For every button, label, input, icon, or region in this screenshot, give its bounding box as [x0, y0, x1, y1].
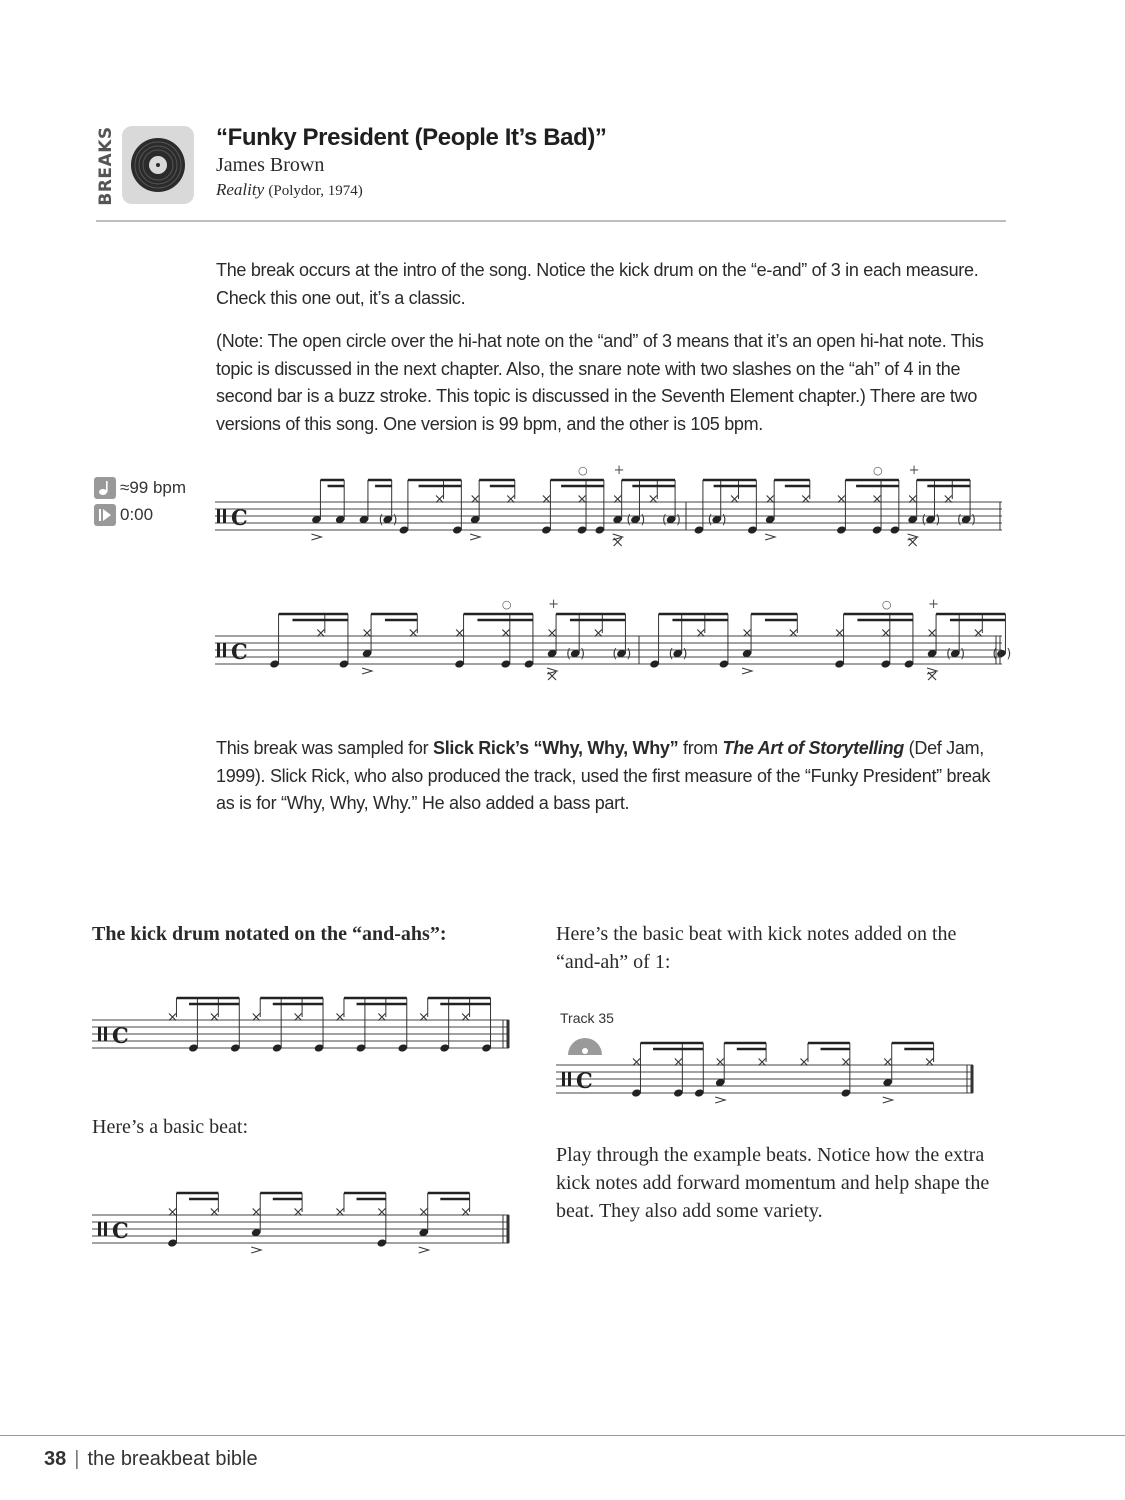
- percussion-clef: [568, 1072, 571, 1086]
- hihat-note: [802, 496, 809, 503]
- page-number: 38: [44, 1448, 67, 1470]
- hihat-note: [838, 496, 845, 503]
- accent-mark: [362, 668, 372, 674]
- artist-name: James Brown: [216, 154, 325, 176]
- hihat-note: [295, 1014, 302, 1021]
- time-signature: C: [112, 1218, 129, 1243]
- sampled-album: The Art of Storytelling: [722, 738, 904, 758]
- ghost-paren: (: [626, 512, 632, 527]
- hihat-note: [882, 630, 889, 637]
- accent-mark: [765, 534, 775, 540]
- hihat-note: [767, 496, 774, 503]
- hihat-note: [462, 1014, 469, 1021]
- hihat-note: [169, 1014, 176, 1021]
- percussion-clef: [223, 643, 226, 657]
- hihat-note: [436, 496, 443, 503]
- hihat-note: [336, 1014, 343, 1021]
- hihat-note: [420, 1209, 427, 1216]
- accent-mark: [470, 534, 480, 540]
- quarter-note-icon: [94, 477, 116, 499]
- ghost-paren: (: [378, 512, 384, 527]
- closed-hihat-mark: +: [928, 597, 939, 612]
- kick-heading: The kick drum notated on the “and-ahs”:: [92, 923, 447, 945]
- ghost-paren: (: [707, 512, 713, 527]
- hihat-note: [836, 630, 843, 637]
- hihat-note: [874, 496, 881, 503]
- closed-hihat-mark: +: [908, 463, 920, 478]
- hihat-note: [842, 1059, 849, 1066]
- hihat-note: [378, 1209, 385, 1216]
- tempo-indicator: [94, 477, 186, 499]
- hihat-note: [456, 630, 463, 637]
- ghost-paren: (: [946, 646, 951, 661]
- time-signature: C: [576, 1068, 593, 1093]
- drum-notation-line-2: [215, 596, 1012, 696]
- hihat-note: [975, 630, 982, 637]
- ghost-paren: ): [1006, 646, 1012, 661]
- sample-text-pre: This break was sampled for: [216, 738, 433, 758]
- ghost-paren: (: [668, 646, 674, 661]
- accent-mark: [311, 534, 321, 540]
- header-divider: [96, 220, 1006, 222]
- hihat-note: [317, 630, 324, 637]
- added-kick-intro: Here’s the basic beat with kick notes added on the “and-ah” of 1:: [556, 923, 957, 973]
- ghost-paren: ): [626, 646, 632, 661]
- track-label: Track 35: [560, 1010, 614, 1026]
- play-through-paragraph: Play through the example beats. Notice how the extra kick notes add forward momentum and help shape the beat. They also add some variety.: [556, 1144, 990, 1222]
- play-icon[interactable]: [94, 504, 116, 526]
- audio-timestamp[interactable]: [94, 504, 153, 526]
- drum-notation-line-1: [215, 462, 1005, 562]
- album-meta: (Polydor, 1974): [268, 183, 363, 199]
- hihat-note: [800, 1059, 807, 1066]
- open-hihat-mark: ○: [501, 598, 512, 611]
- accent-mark: [742, 668, 752, 674]
- hihat-note: [909, 538, 917, 546]
- hihat-note: [410, 630, 417, 637]
- open-hihat-mark: ○: [881, 598, 892, 611]
- hihat-note: [759, 1059, 766, 1066]
- closed-hihat-mark: +: [548, 597, 559, 612]
- hihat-note: [790, 630, 797, 637]
- hihat-note: [926, 1059, 933, 1066]
- hihat-note: [502, 630, 509, 637]
- ghost-paren: (: [957, 512, 962, 527]
- album-title: Reality: [216, 180, 265, 199]
- ghost-paren: ): [676, 512, 681, 527]
- hihat-note: [717, 1059, 724, 1066]
- ghost-paren: ): [682, 646, 688, 661]
- hihat-note: [650, 496, 657, 503]
- vinyl-record-icon: [122, 126, 194, 204]
- percussion-clef: [217, 643, 220, 657]
- accent-mark: [883, 1097, 893, 1103]
- hihat-note: [543, 496, 550, 503]
- hihat-note: [731, 496, 738, 503]
- time-signature: C: [231, 505, 248, 530]
- hihat-note: [548, 672, 556, 680]
- hihat-note: [472, 496, 479, 503]
- percussion-clef: [223, 509, 226, 523]
- intro-paragraph: The break occurs at the intro of the song. Notice the kick drum on the “e-and” of 3 in each measure. Check this one out, it’s a classic.: [216, 260, 979, 308]
- hihat-note: [253, 1209, 260, 1216]
- ghost-paren: ): [721, 512, 727, 527]
- hihat-note: [697, 630, 704, 637]
- sample-paragraph: [216, 735, 1006, 818]
- sample-text-post: (Def Jam, 1999). Slick Rick, who also produced the track, used the first measure of the “Funky President” break as is for “Why, Why, Why.” He also added a bass part.: [216, 738, 991, 813]
- open-hihat-mark: ○: [578, 464, 588, 477]
- hihat-note: [364, 630, 371, 637]
- hihat-note: [675, 1059, 682, 1066]
- hihat-note: [507, 496, 514, 503]
- ghost-paren: (: [921, 512, 927, 527]
- hihat-note: [614, 496, 621, 503]
- hihat-note: [579, 496, 586, 503]
- hihat-note: [744, 630, 751, 637]
- hihat-note: [378, 1014, 385, 1021]
- basic-beat-label: Here’s a basic beat:: [92, 1116, 249, 1138]
- time-signature: C: [112, 1023, 129, 1048]
- ghost-paren: ): [580, 646, 585, 661]
- hihat-note: [884, 1059, 891, 1066]
- hihat-note: [633, 1059, 640, 1066]
- ghost-paren: (: [566, 646, 571, 661]
- accent-mark: [251, 1247, 261, 1253]
- tempo-bpm: ≈99 bpm: [120, 478, 187, 497]
- hihat-note: [595, 630, 602, 637]
- hihat-note: [336, 1209, 343, 1216]
- percussion-clef: [104, 1027, 107, 1041]
- percussion-clef: [104, 1222, 107, 1236]
- hihat-note: [169, 1209, 176, 1216]
- hihat-note: [614, 538, 622, 546]
- hihat-note: [295, 1209, 302, 1216]
- breaks-category-tag: BREAKS: [96, 126, 116, 206]
- hihat-note: [420, 1014, 427, 1021]
- track-time: 0:00: [120, 505, 154, 524]
- hihat-note: [549, 630, 556, 637]
- footer-separator: |: [74, 1448, 80, 1470]
- percussion-clef: [98, 1027, 101, 1041]
- time-signature: C: [231, 639, 248, 664]
- hihat-note: [909, 496, 916, 503]
- percussion-clef: [217, 509, 220, 523]
- ghost-paren: ): [392, 512, 398, 527]
- song-title: “Funky President (People It’s Bad)”: [216, 124, 607, 151]
- ghost-paren: ): [935, 512, 941, 527]
- hihat-note: [211, 1014, 218, 1021]
- ghost-paren: (: [612, 646, 618, 661]
- open-hihat-mark: ○: [873, 464, 883, 477]
- note-paragraph: (Note: The open circle over the hi-hat note on the “and” of 3 means that it’s an open hi-hat note. This topic is discussed in the next chapter. Also, the snare note with two slashes on the “ah” of 4 in the second bar is a buzz stroke. This topic is discussed in the Seventh Element chapter.) There are two versions of this song. One version is 99 bpm, and the other is 105 bpm.: [216, 331, 984, 434]
- page-footer: [44, 1448, 258, 1471]
- hihat-note: [211, 1209, 218, 1216]
- sampled-song: Slick Rick’s “Why, Why, Why”: [433, 738, 679, 758]
- percussion-clef: [98, 1222, 101, 1236]
- basic-beat-notation: [92, 1175, 517, 1265]
- ghost-paren: ): [960, 646, 965, 661]
- kick-and-ahs-notation: [92, 980, 517, 1070]
- footer-divider: [0, 1435, 1125, 1436]
- added-kick-notation: [556, 1025, 981, 1115]
- album-info: [216, 180, 363, 200]
- ghost-paren: ): [640, 512, 646, 527]
- sample-text-mid: from: [678, 738, 723, 758]
- book-title: the breakbeat bible: [87, 1448, 258, 1470]
- accent-mark: [419, 1247, 429, 1253]
- percussion-clef: [562, 1072, 565, 1086]
- accent-mark: [715, 1097, 725, 1103]
- ghost-paren: ): [971, 512, 976, 527]
- ghost-paren: (: [992, 646, 998, 661]
- ghost-paren: (: [662, 512, 667, 527]
- hihat-note: [945, 496, 952, 503]
- hihat-note: [928, 672, 936, 680]
- hihat-note: [929, 630, 936, 637]
- hihat-note: [253, 1014, 260, 1021]
- hihat-note: [462, 1209, 469, 1216]
- closed-hihat-mark: +: [613, 463, 625, 478]
